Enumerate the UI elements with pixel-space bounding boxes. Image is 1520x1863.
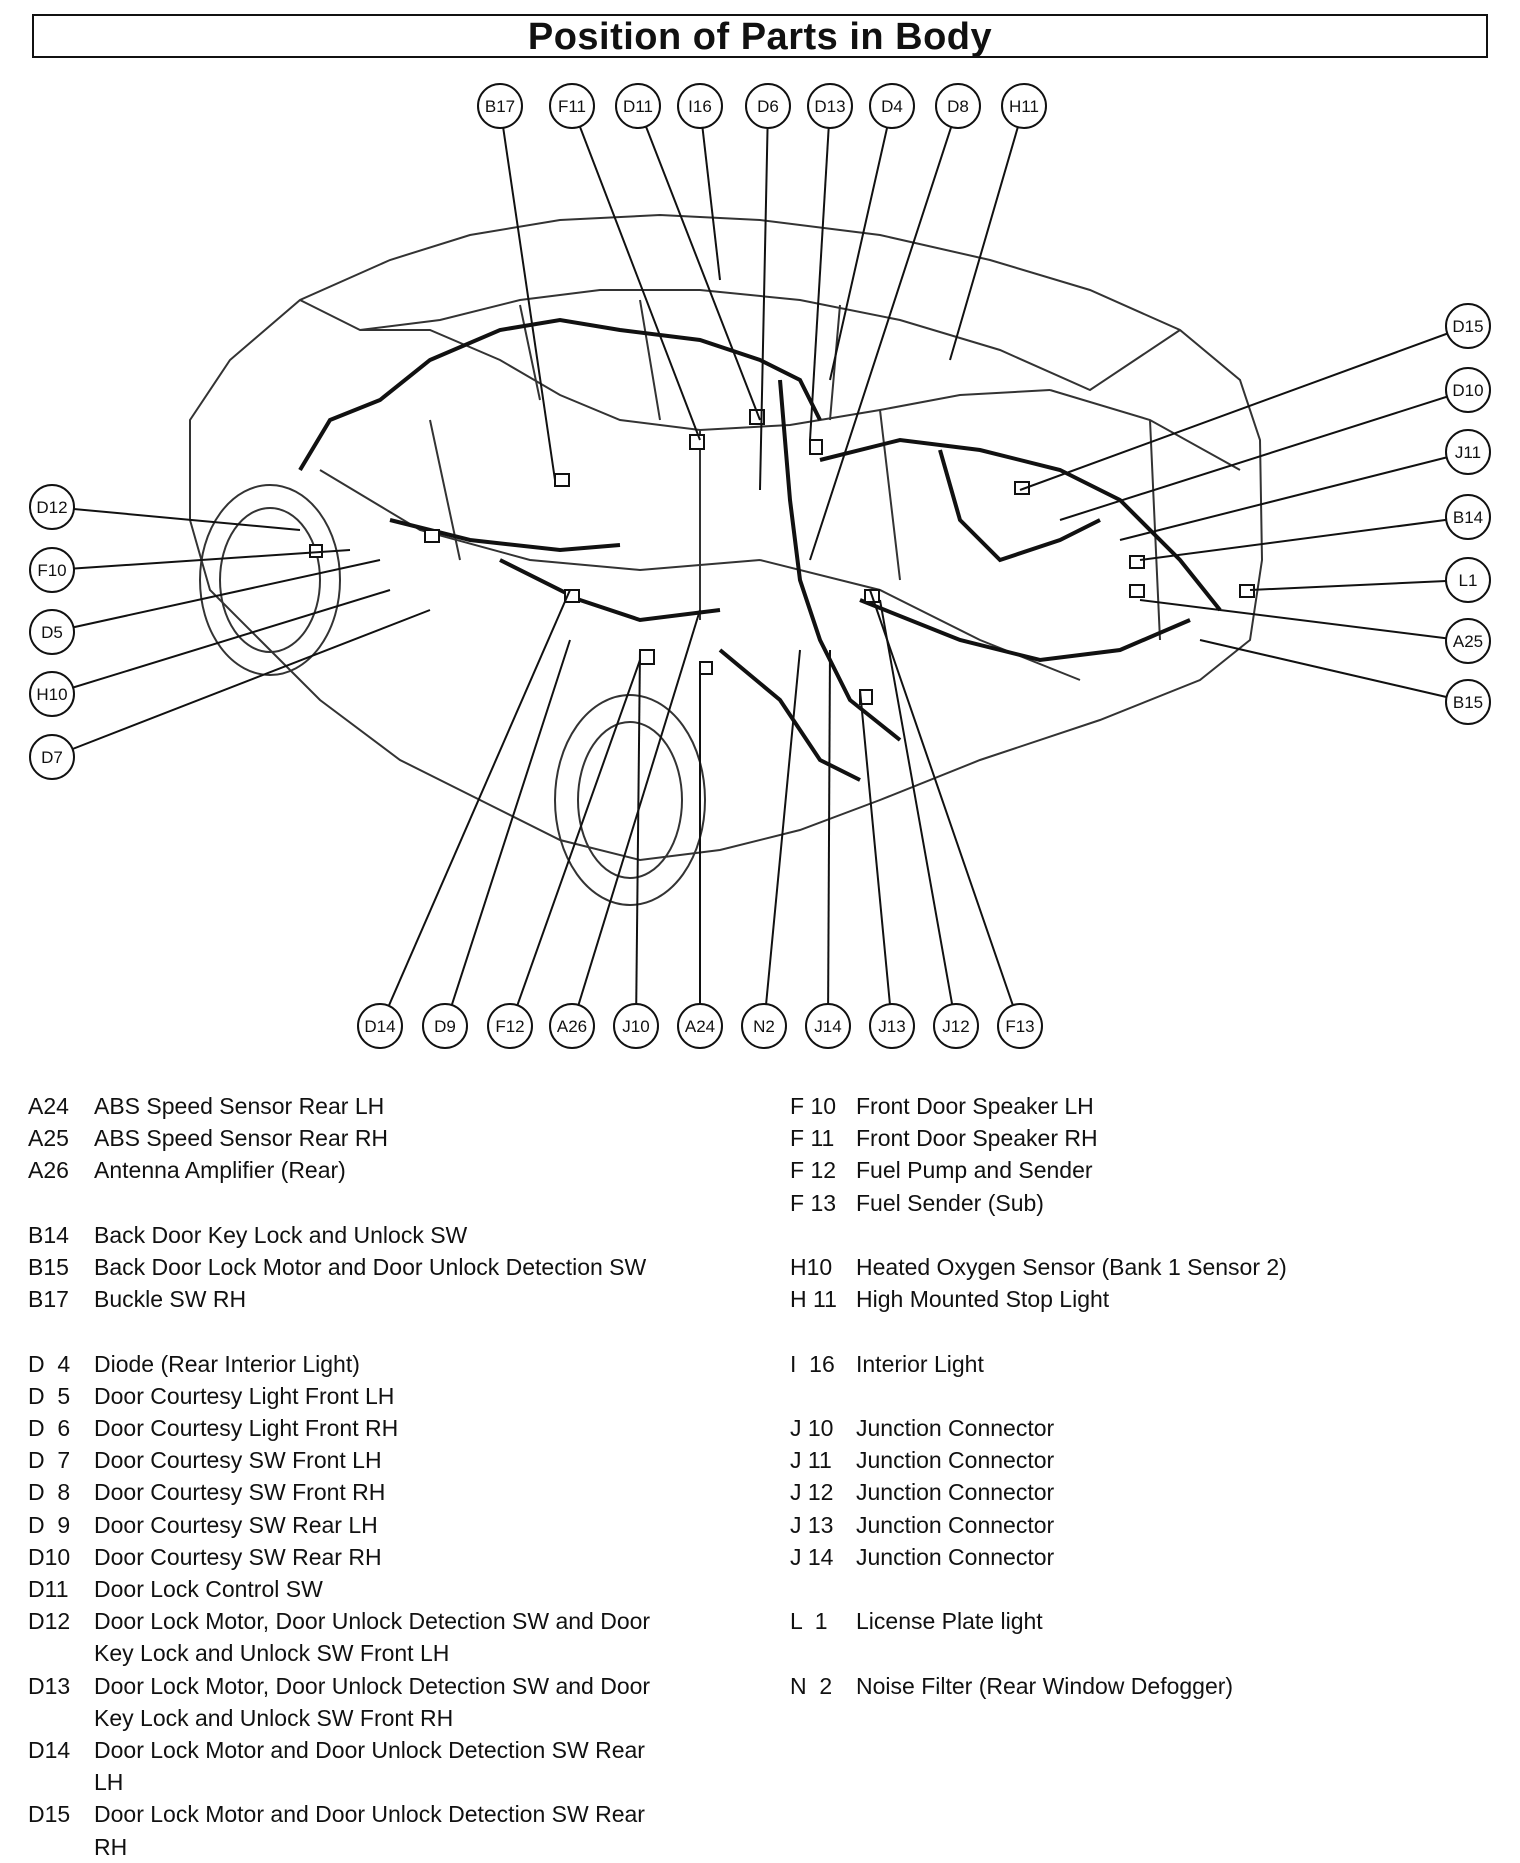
callout-a26	[550, 1004, 594, 1048]
leader-line-d10	[1060, 390, 1468, 520]
legend-description: Door Courtesy SW Rear RH	[94, 1543, 382, 1570]
legend-item	[790, 1476, 1490, 1508]
legend-item	[790, 1187, 1490, 1219]
legend-item	[790, 1444, 1490, 1476]
legend-spacer	[790, 1573, 1490, 1605]
legend-description: Junction Connector	[856, 1447, 1055, 1474]
callout-label: H11	[1009, 97, 1039, 116]
callout-label: F10	[37, 561, 67, 580]
legend-code: D11	[28, 1576, 69, 1603]
legend-code: H10	[790, 1254, 833, 1280]
callout-f10	[30, 548, 74, 592]
legend-code: D 4	[28, 1350, 71, 1377]
legend-code: D 6	[28, 1415, 71, 1441]
legend-description: Fuel Sender (Sub)	[856, 1189, 1044, 1216]
legend-code: B14	[28, 1221, 69, 1248]
legend-spacer	[790, 1219, 1490, 1251]
leader-line-d12	[52, 507, 300, 530]
callout-d7	[30, 735, 74, 779]
callout-label: D8	[947, 97, 969, 116]
legend-code: D14	[28, 1737, 71, 1764]
legend-item	[28, 1670, 788, 1734]
leader-line-d6	[760, 106, 768, 490]
legend-code: D10	[28, 1543, 71, 1570]
legend-description: Front Door Speaker RH	[856, 1125, 1098, 1152]
callout-label: B14	[1452, 508, 1484, 527]
callout-label: A25	[1452, 632, 1484, 651]
callout-label: D12	[36, 498, 68, 517]
legend-spacer	[28, 1315, 788, 1347]
leader-line-j12	[880, 600, 956, 1026]
callout-label: J12	[942, 1017, 970, 1036]
legend-description: ABS Speed Sensor Rear RH	[94, 1125, 389, 1152]
callout-d5	[30, 610, 74, 654]
callout-a25	[1446, 619, 1490, 663]
legend-description: Door Courtesy Light Front LH	[94, 1382, 395, 1409]
legend-item	[28, 1348, 788, 1380]
legend-item	[790, 1154, 1490, 1186]
vehicle-body-diagram	[0, 60, 1520, 1060]
legend-item	[790, 1090, 1490, 1122]
legend-description: Diode (Rear Interior Light)	[94, 1350, 360, 1377]
callout-d4	[870, 84, 914, 128]
callout-label: F13	[1005, 1017, 1035, 1036]
leader-line-h10	[52, 590, 390, 694]
legend-description: Door Lock Motor and Door Unlock Detection SW Rear RH	[94, 1801, 645, 1860]
legend-code: A24	[28, 1093, 69, 1119]
wiring-harness	[300, 320, 1220, 780]
legend-item	[790, 1283, 1490, 1315]
legend-description: Fuel Pump and Sender	[856, 1157, 1093, 1184]
callout-group	[30, 84, 1490, 1048]
callout-label: J11	[1454, 443, 1482, 462]
callout-label: D6	[757, 97, 779, 116]
callout-label: B15	[1452, 693, 1484, 712]
legend-item	[28, 1380, 788, 1412]
legend-right	[790, 1090, 1490, 1702]
leader-line-j10	[636, 650, 640, 1026]
legend-item	[28, 1412, 788, 1444]
callout-j12	[934, 1004, 978, 1048]
callout-d6	[746, 84, 790, 128]
callout-label: H10	[36, 685, 68, 704]
legend-item	[28, 1154, 788, 1186]
legend-description: Back Door Key Lock and Unlock SW	[94, 1221, 468, 1248]
legend-description: Junction Connector	[856, 1414, 1055, 1441]
legend-description: Door Courtesy Light Front RH	[94, 1415, 399, 1441]
callout-label: F11	[557, 97, 587, 116]
legend-code: J 10	[790, 1414, 834, 1441]
legend-code: A26	[28, 1157, 69, 1184]
legend-description: Door Courtesy SW Front RH	[94, 1479, 386, 1506]
callout-label: D4	[881, 97, 903, 116]
legend-item	[28, 1122, 788, 1154]
legend-spacer	[790, 1637, 1490, 1669]
legend-code: D13	[28, 1672, 71, 1699]
callout-d10	[1446, 368, 1490, 412]
callout-label: B17	[484, 97, 516, 116]
leader-line-d5	[52, 560, 380, 632]
legend-description: Antenna Amplifier (Rear)	[94, 1157, 346, 1184]
legend-item	[790, 1122, 1490, 1154]
callout-f11	[550, 84, 594, 128]
leader-line-d14	[380, 590, 570, 1026]
legend-item	[28, 1283, 788, 1315]
callout-n2	[742, 1004, 786, 1048]
legend-code: D 8	[28, 1479, 71, 1506]
legend-code: D 7	[28, 1447, 71, 1474]
legend-code: J 14	[790, 1543, 834, 1570]
title-box	[32, 14, 1488, 58]
callout-j13	[870, 1004, 914, 1048]
legend-description: Junction Connector	[856, 1543, 1055, 1570]
legend-item	[28, 1798, 788, 1862]
legend-description: Junction Connector	[856, 1511, 1055, 1538]
callout-j11	[1446, 430, 1490, 474]
legend-code: B17	[28, 1286, 69, 1313]
callout-label: L1	[1458, 571, 1478, 590]
legend-description: Door Courtesy SW Front LH	[94, 1447, 382, 1474]
callout-f13	[998, 1004, 1042, 1048]
legend-item	[28, 1573, 788, 1605]
legend-description: Back Door Lock Motor and Door Unlock Detection SW	[94, 1254, 647, 1280]
callout-j14	[806, 1004, 850, 1048]
callout-a24	[678, 1004, 722, 1048]
leader-line-i16	[700, 106, 720, 280]
legend-item	[28, 1476, 788, 1508]
legend-item	[790, 1251, 1490, 1283]
legend-item	[790, 1348, 1490, 1380]
callout-h10	[30, 672, 74, 716]
legend-code: J 13	[790, 1511, 834, 1538]
legend-item	[790, 1412, 1490, 1444]
vehicle-outline	[190, 215, 1262, 905]
legend-code: J 12	[790, 1479, 834, 1506]
legend-description: Door Lock Motor, Door Unlock Detection SW and Door Key Lock and Unlock SW Front RH	[94, 1672, 651, 1731]
legend-code: D 9	[28, 1511, 71, 1538]
legend-item	[28, 1444, 788, 1476]
callout-j10	[614, 1004, 658, 1048]
callout-d14	[358, 1004, 402, 1048]
legend-description: Door Courtesy SW Rear LH	[94, 1511, 378, 1538]
legend-description: License Plate light	[856, 1608, 1043, 1635]
callout-label: D11	[623, 97, 653, 116]
callout-label: N2	[753, 1017, 775, 1036]
legend-description: High Mounted Stop Light	[856, 1286, 1110, 1313]
legend-left	[28, 1090, 788, 1863]
callout-label: D9	[434, 1017, 456, 1036]
leader-line-f12	[510, 660, 640, 1026]
callout-d12	[30, 485, 74, 529]
leader-line-d8	[810, 106, 958, 560]
legend-code: B15	[28, 1254, 69, 1280]
legend-item	[28, 1605, 788, 1669]
callout-label: D14	[364, 1017, 396, 1036]
legend-item	[790, 1605, 1490, 1637]
callout-b17	[478, 84, 522, 128]
callout-label: A24	[684, 1017, 716, 1036]
page-title: Position of Parts in Body	[527, 16, 993, 58]
legend-description: Door Lock Motor, Door Unlock Detection SW and Door Key Lock and Unlock SW Front LH	[94, 1608, 651, 1667]
legend-item	[28, 1251, 788, 1283]
callout-label: A26	[556, 1017, 588, 1036]
callout-label: J10	[622, 1017, 650, 1036]
legend-code: J 11	[790, 1447, 832, 1474]
legend-spacer	[28, 1187, 788, 1219]
legend-description: Interior Light	[856, 1350, 984, 1377]
legend-description: Noise Filter (Rear Window Defogger)	[856, 1672, 1234, 1699]
callout-label: D13	[814, 97, 846, 116]
callout-d13	[808, 84, 852, 128]
callout-f12	[488, 1004, 532, 1048]
legend-code: F 11	[790, 1125, 835, 1152]
callout-h11	[1002, 84, 1046, 128]
legend-description: Front Door Speaker LH	[856, 1093, 1094, 1119]
leader-lines	[52, 106, 1468, 1026]
legend-code: D 5	[28, 1382, 71, 1409]
legend-code: H 11	[790, 1286, 837, 1313]
legend-description: Junction Connector	[856, 1479, 1055, 1506]
legend-spacer	[790, 1380, 1490, 1412]
legend-code: F 13	[790, 1189, 837, 1216]
leader-line-d15	[1020, 326, 1468, 490]
leader-line-d13	[810, 106, 830, 440]
legend-code: N 2	[790, 1672, 833, 1699]
leader-line-l1	[1250, 580, 1468, 590]
legend-item	[28, 1734, 788, 1798]
callout-label: J13	[878, 1017, 906, 1036]
callout-label: J14	[814, 1017, 842, 1036]
connector-blocks	[310, 410, 1254, 704]
leader-line-d11	[638, 106, 760, 420]
leader-line-h11	[950, 106, 1024, 360]
callout-label: D5	[41, 623, 63, 642]
legend-code: D12	[28, 1608, 71, 1635]
legend-item	[28, 1509, 788, 1541]
leader-line-b17	[500, 106, 555, 480]
callout-label: D15	[1452, 317, 1484, 336]
leader-line-j11	[1120, 452, 1468, 540]
legend-code: I 16	[790, 1350, 835, 1377]
legend-code: L 1	[790, 1608, 828, 1635]
callout-d9	[423, 1004, 467, 1048]
callout-d8	[936, 84, 980, 128]
callout-b14	[1446, 495, 1490, 539]
callout-label: F12	[495, 1017, 525, 1036]
legend-item	[28, 1541, 788, 1573]
callout-label: D7	[41, 748, 63, 767]
leader-line-j13	[860, 690, 892, 1026]
legend-code: F 12	[790, 1157, 837, 1184]
legend-item	[28, 1090, 788, 1122]
legend-code: F 10	[790, 1093, 837, 1119]
legend-description: Door Lock Motor and Door Unlock Detection SW Rear LH	[94, 1737, 645, 1796]
legend-item	[28, 1219, 788, 1251]
leader-line-d7	[52, 610, 430, 757]
legend-description: Heated Oxygen Sensor (Bank 1 Sensor 2)	[856, 1254, 1287, 1280]
leader-line-f11	[572, 106, 700, 440]
callout-l1	[1446, 558, 1490, 602]
legend-code: D15	[28, 1801, 71, 1828]
legend-spacer	[790, 1315, 1490, 1347]
callout-d15	[1446, 304, 1490, 348]
legend-description: ABS Speed Sensor Rear LH	[94, 1093, 385, 1119]
legend-description: Buckle SW RH	[94, 1286, 247, 1313]
callout-d11	[616, 84, 660, 128]
callout-label: D10	[1452, 381, 1484, 400]
callout-b15	[1446, 680, 1490, 724]
legend-code: A25	[28, 1125, 69, 1152]
leader-line-b15	[1200, 640, 1468, 702]
leader-line-j14	[828, 650, 830, 1026]
callout-label: I16	[688, 97, 712, 116]
legend-item	[790, 1541, 1490, 1573]
legend-item	[790, 1670, 1490, 1702]
callout-i16	[678, 84, 722, 128]
legend-item	[790, 1509, 1490, 1541]
legend-description: Door Lock Control SW	[94, 1576, 323, 1603]
